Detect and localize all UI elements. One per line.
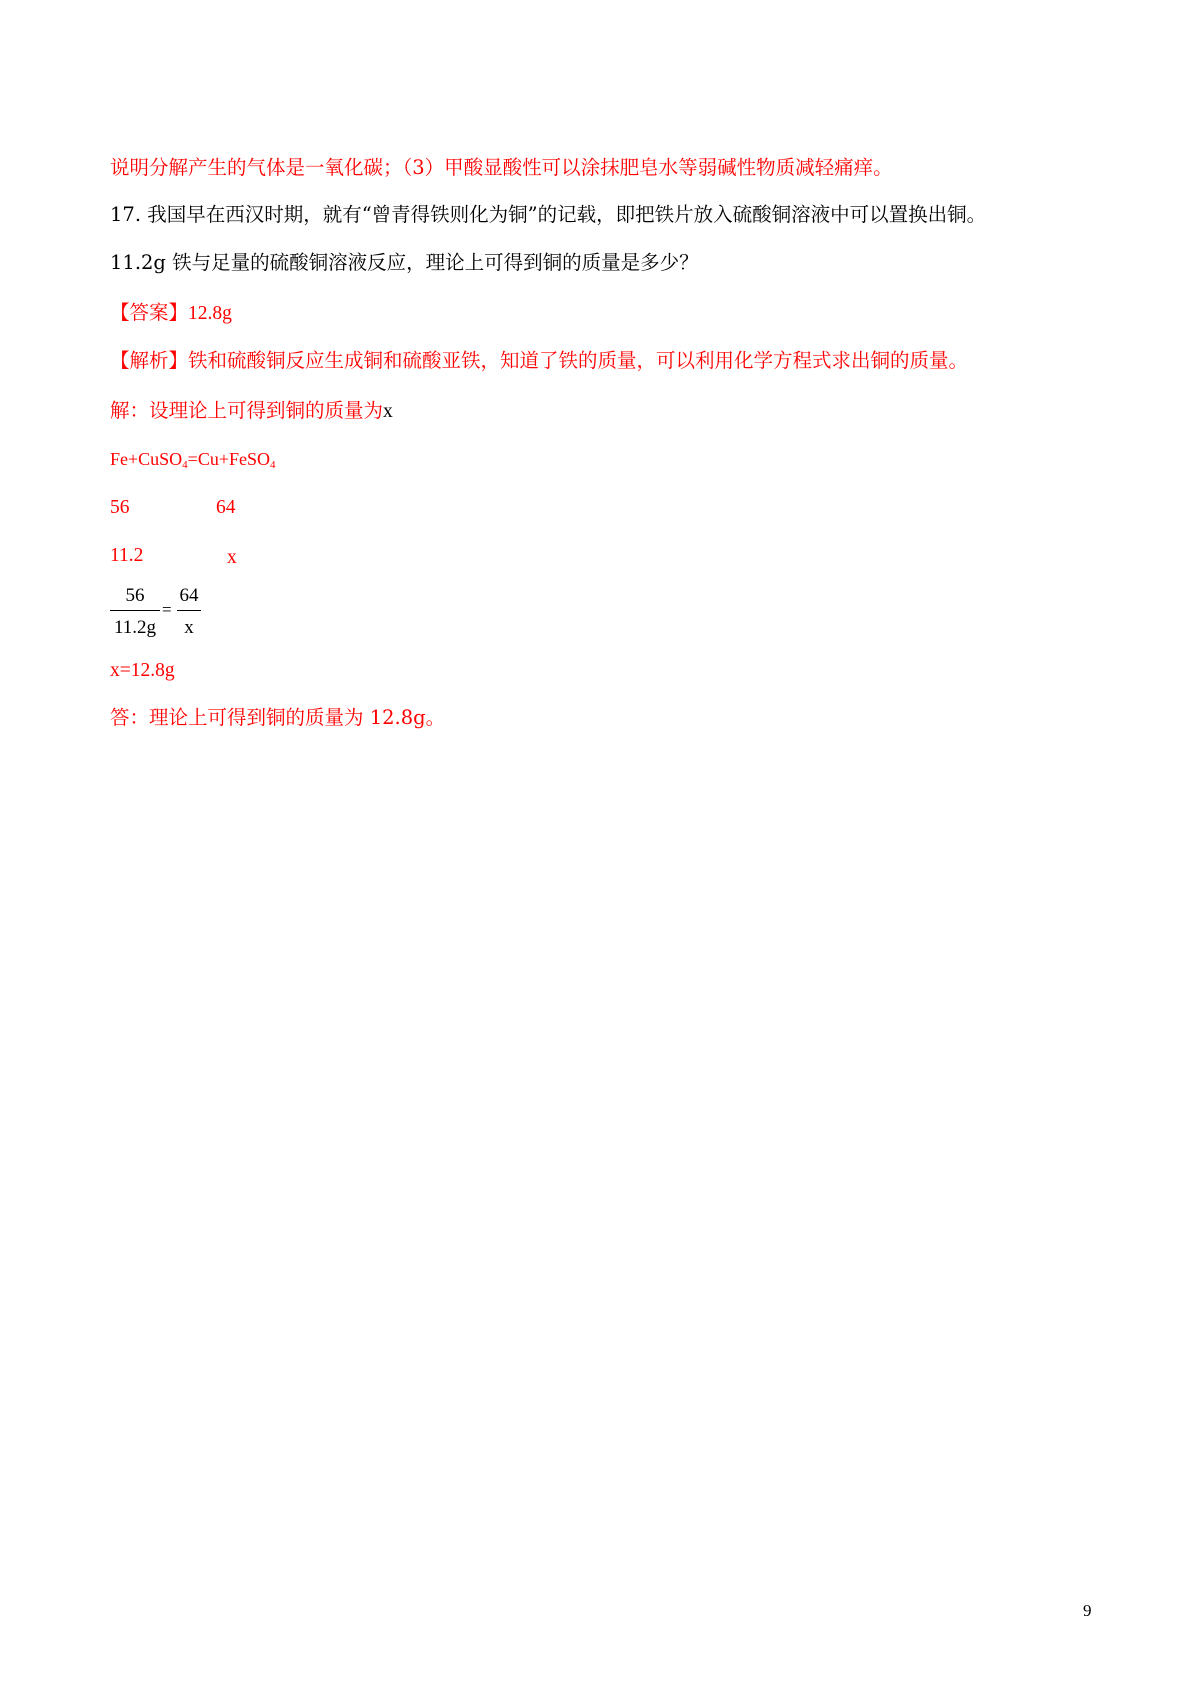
analysis-line xyxy=(110,348,968,374)
answer-line xyxy=(110,300,232,327)
chemical-equation: Fe+CuSO$_4$=Cu+FeSO$_4$ xyxy=(110,449,276,471)
fraction-equals: = xyxy=(162,600,172,619)
fraction-left-numerator: 56 xyxy=(125,585,145,606)
explanation-continuation: 说明分解产生的气体是一氧化碳；（3）甲酸显酸性可以涂抹肥皂水等弱碱性物质减轻痛痒。 xyxy=(110,156,893,179)
fraction-left-denominator: 11.2g xyxy=(113,617,157,638)
fraction-right-bar xyxy=(177,610,201,611)
ratio-cu-mass: 64 xyxy=(216,497,236,518)
page-number: 9 xyxy=(1083,1601,1092,1620)
fraction-right-denominator: x xyxy=(184,617,194,638)
result-line: x=12.8g xyxy=(110,660,175,681)
analysis-label: 【解析】 xyxy=(110,349,189,372)
final-answer: 答：理论上可得到铜的质量为 12.8g。 xyxy=(110,706,446,729)
question-17-prompt: 11.2g 铁与足量的硫酸铜溶液反应，理论上可得到铜的质量是多少？ xyxy=(110,251,699,274)
ratio-fe-mass: 56 xyxy=(110,497,130,518)
question-17-text: 17. 我国早在西汉时期，就有“曾青得铁则化为铜”的记载，即把铁片放入硫酸铜溶液中可以置换出铜。 xyxy=(110,203,987,226)
fraction-right-numerator: 64 xyxy=(179,585,199,606)
ratio-cu-unknown: x xyxy=(227,547,237,568)
solution-variable: x xyxy=(383,401,393,422)
ratio-fe-given: 11.2 xyxy=(110,545,144,566)
answer-value: 12.8g xyxy=(188,303,232,324)
analysis-text: 铁和硫酸铜反应生成铜和硫酸亚铁，知道了铁的质量，可以利用化学方程式求出铜的质量。 xyxy=(188,349,969,372)
solution-text: 解：设理论上可得到铜的质量为 xyxy=(110,399,384,422)
answer-label: 【答案】 xyxy=(110,301,189,324)
fraction-left-bar xyxy=(110,610,160,611)
solution-setup xyxy=(110,398,393,425)
